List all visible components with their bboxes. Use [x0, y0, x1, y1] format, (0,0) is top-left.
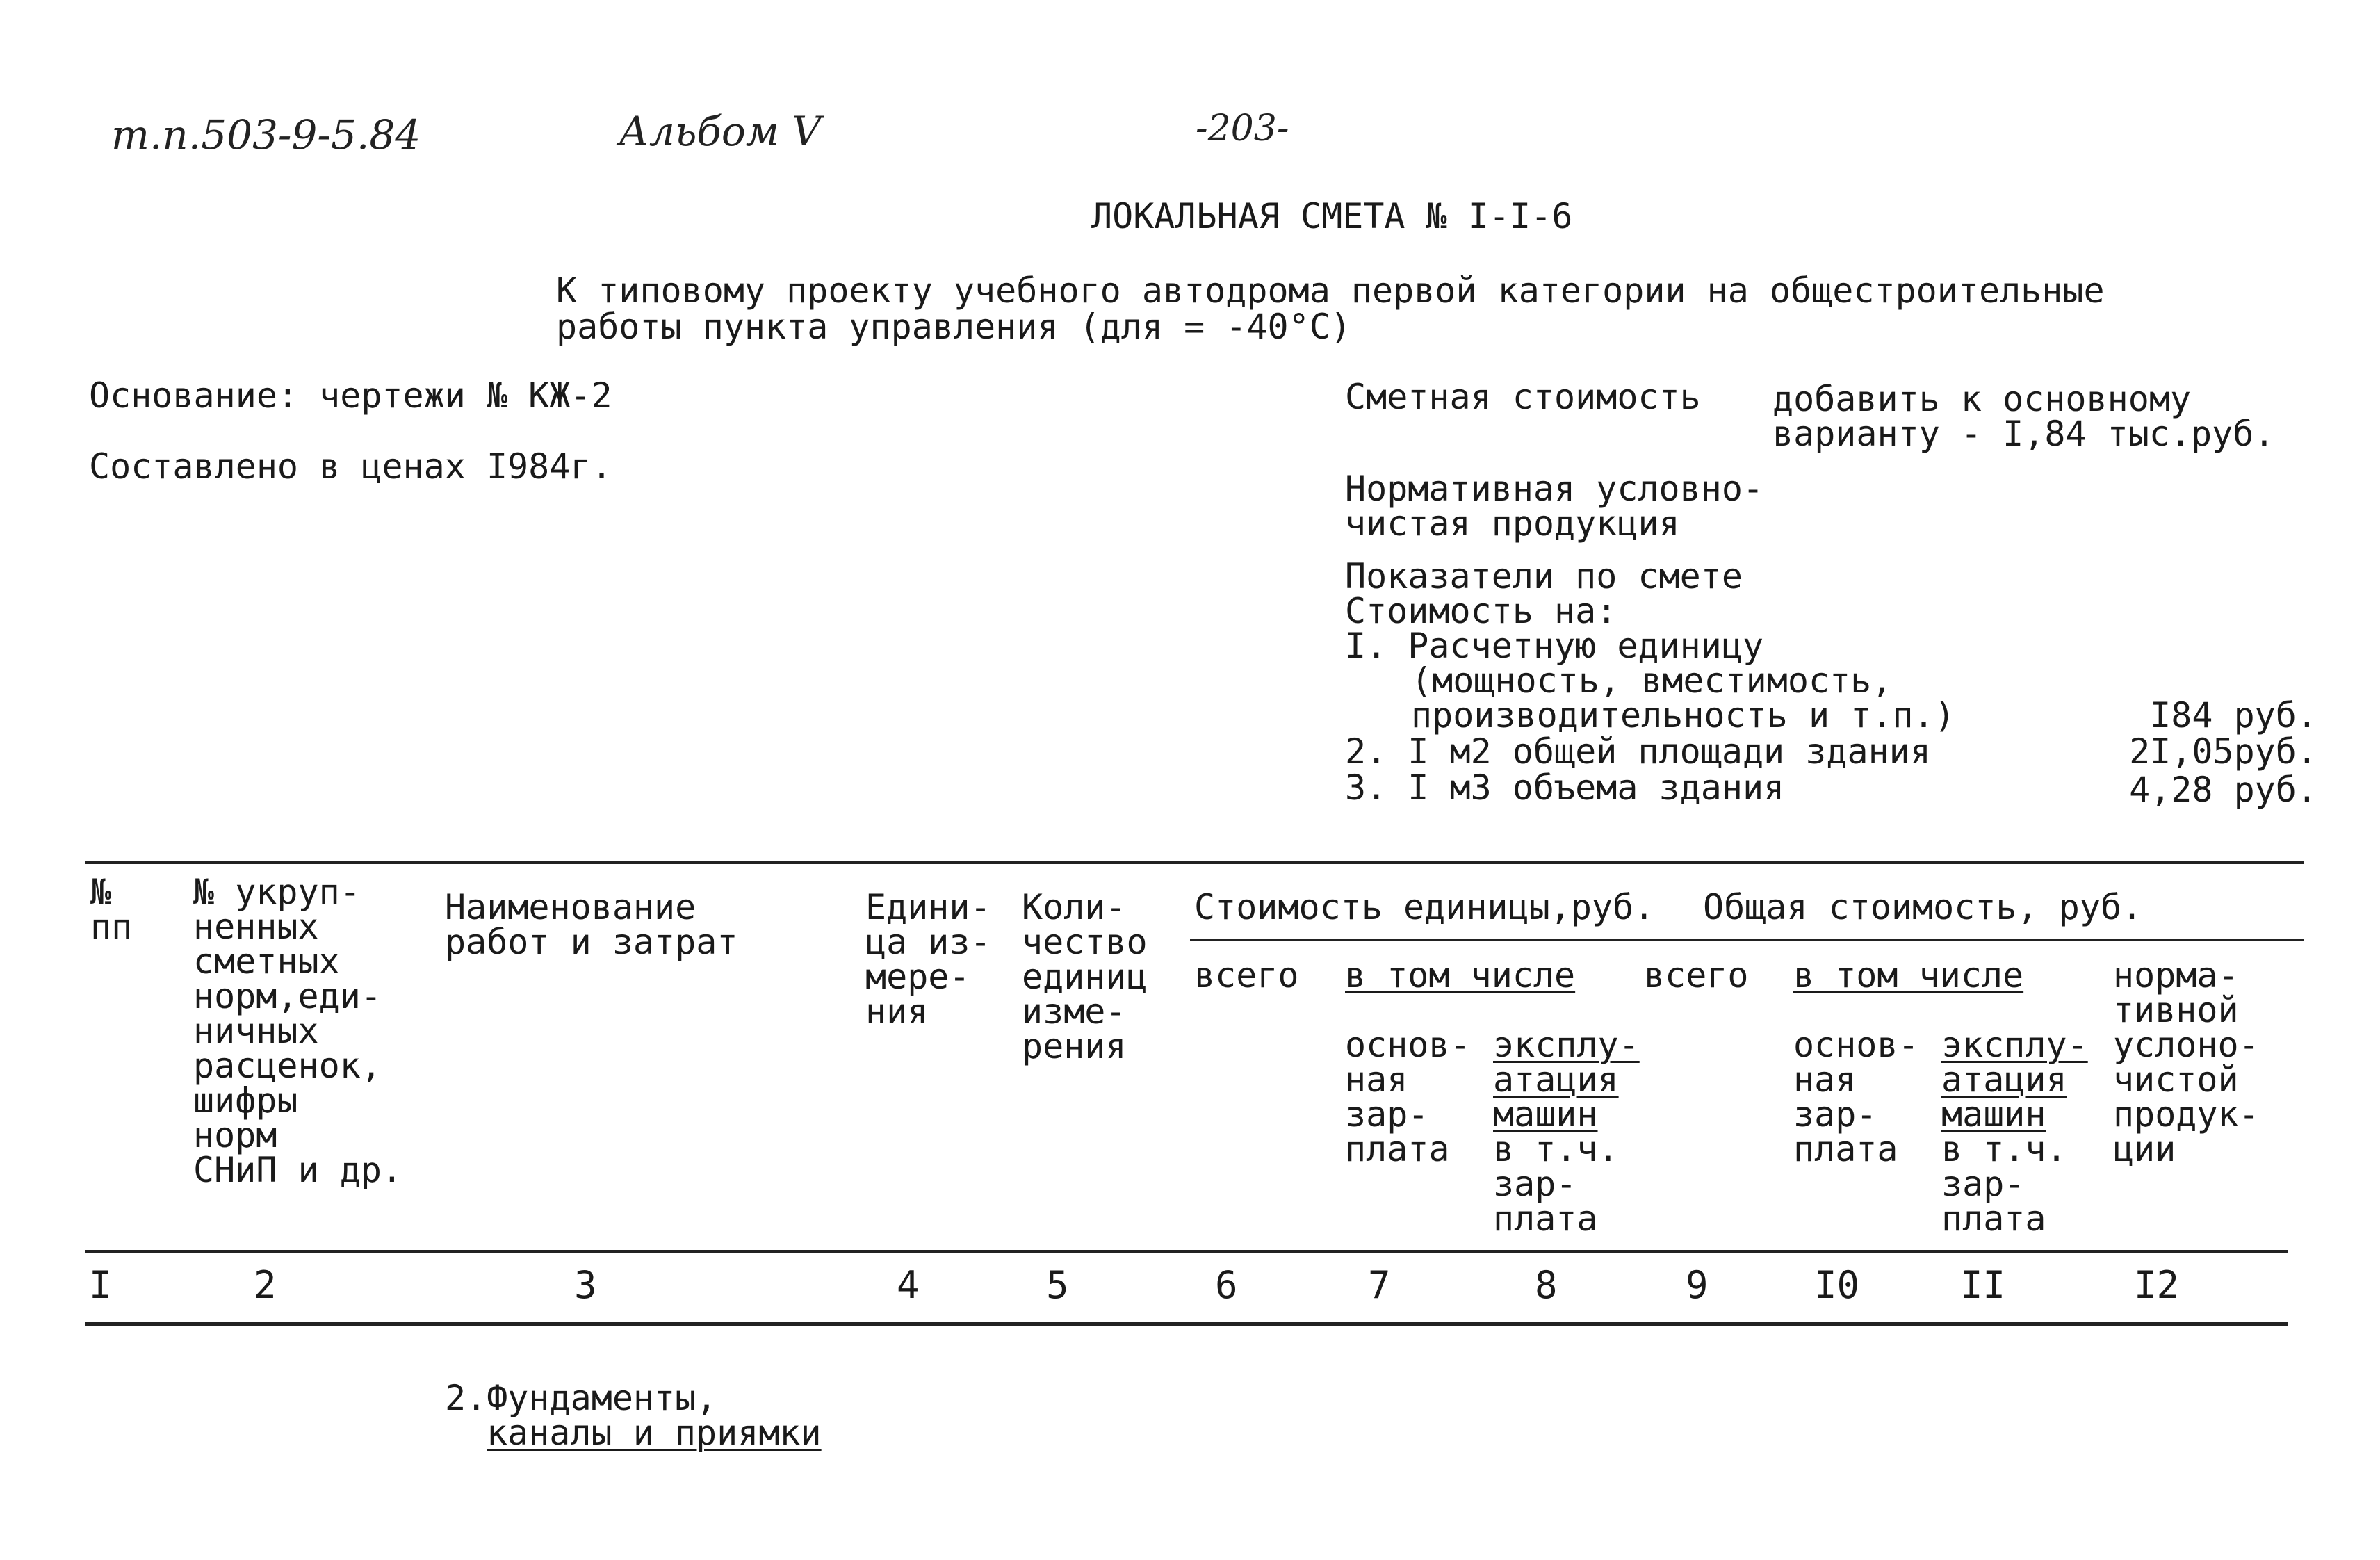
- indicator-2-value: 2I,05руб.: [2129, 731, 2317, 772]
- indicator-1-line3: производительность и т.п.): [1411, 695, 1955, 736]
- indicator-2-label: 2. I м2 общей площади здания: [1345, 731, 1931, 772]
- col-header-12: норма- тивной услоно- чистой продук- ции: [2113, 955, 2260, 1169]
- col-number-8: 8: [1535, 1263, 1558, 1307]
- col-number-6: 6: [1215, 1263, 1238, 1307]
- indicator-1-line2: (мощность, вместимость,: [1411, 660, 1893, 701]
- indicator-3-value: 4,28 руб.: [2129, 770, 2317, 810]
- indicator-3-label: 3. I м3 объема здания: [1345, 767, 1785, 808]
- cost-value-line1: добавить к основному: [1772, 379, 2192, 419]
- unit-cost-group-header: Стоимость единицы,руб.: [1194, 887, 1655, 927]
- including-header-1: в том числе: [1345, 955, 1576, 996]
- project-code: т.п.503-9-5.84: [111, 111, 421, 159]
- col-header-8-top: эксплу- атация машин: [1493, 1025, 1640, 1135]
- col-header-4: Едини- ца из- мере- ния: [865, 887, 991, 1032]
- total-cost-group-header: Общая стоимость, руб.: [1703, 887, 2143, 927]
- col-number-3: 3: [574, 1263, 597, 1307]
- cost-value-line2: варианту - I,84 тыс.руб.: [1772, 414, 2275, 454]
- indicators-title: Показатели по смете: [1345, 556, 1743, 596]
- basis-text: Основание: чертежи № КЖ-2: [89, 375, 612, 416]
- col-header-5: Коли- чество единиц изме- рения: [1022, 887, 1148, 1066]
- col-number-10: I0: [1814, 1263, 1860, 1307]
- indicator-1-value: I84 руб.: [2150, 695, 2317, 736]
- cost-per-label: Стоимость на:: [1345, 591, 1617, 631]
- table-header-bottom-rule: [85, 1250, 2288, 1253]
- col-header-11-top: эксплу- атация машин: [1941, 1025, 2088, 1135]
- col-number-2: 2: [254, 1263, 277, 1307]
- col-number-11: II: [1960, 1263, 2006, 1307]
- col-header-7: основ- ная зар- плата: [1345, 1025, 1471, 1169]
- section-heading-line1: 2.Фундаменты,: [445, 1378, 717, 1418]
- subtitle-line1: К типовому проекту учебного автодрома первой категории на общестроительные: [556, 270, 2105, 311]
- col-number-7: 7: [1368, 1263, 1391, 1307]
- album-label: Альбом V: [619, 108, 822, 155]
- col-header-3: Наименование работ и затрат: [445, 887, 738, 962]
- col-header-9: всего: [1644, 955, 1749, 996]
- section-heading-line2: каналы и приямки: [487, 1413, 822, 1453]
- subtitle-line2: работы пункта управления (для = -40°С): [556, 307, 1351, 347]
- col-header-1: № пп: [90, 872, 133, 947]
- table-numbers-bottom-rule: [85, 1322, 2288, 1326]
- col-header-10: основ- ная зар- плата: [1793, 1025, 1919, 1169]
- cost-label: Сметная стоимость: [1345, 377, 1701, 417]
- page-number: -203-: [1196, 108, 1289, 149]
- col-header-8-bottom: в т.ч. зар- плата: [1493, 1129, 1619, 1239]
- col-number-1: I: [89, 1263, 112, 1307]
- document-title: ЛОКАЛЬНАЯ СМЕТА № I-I-6: [1091, 196, 1573, 236]
- cost-group-rule: [1190, 939, 2304, 941]
- col-number-5: 5: [1046, 1263, 1069, 1307]
- prices-text: Составлено в ценах I984г.: [89, 446, 612, 487]
- col-number-12: I2: [2134, 1263, 2180, 1307]
- col-number-9: 9: [1686, 1263, 1709, 1307]
- col-header-2: № укруп- ненных сметных норм,еди- ничных расценок, шифры норм СНиП и др.: [193, 872, 403, 1190]
- normative-line1: Нормативная условно-: [1345, 469, 1764, 509]
- table-top-rule: [85, 861, 2304, 864]
- col-header-11-bottom: в т.ч. зар- плата: [1941, 1129, 2067, 1239]
- col-number-4: 4: [897, 1263, 920, 1307]
- indicator-1-line1: I. Расчетную единицу: [1345, 626, 1764, 666]
- normative-line2: чистая продукция: [1345, 503, 1680, 544]
- including-header-2: в том числе: [1793, 955, 2024, 996]
- col-header-6: всего: [1194, 955, 1299, 996]
